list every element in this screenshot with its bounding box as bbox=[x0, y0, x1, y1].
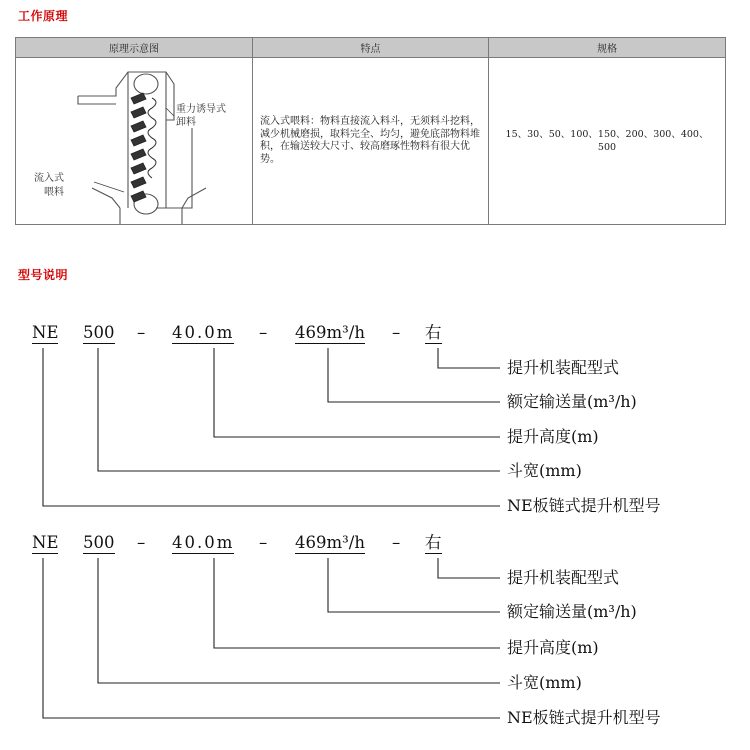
leader-line bbox=[328, 558, 500, 612]
code-dash: – bbox=[137, 533, 146, 552]
legend-bucket-width: 斗宽(mm) bbox=[507, 461, 582, 480]
legend-height: 提升高度(m) bbox=[507, 427, 599, 446]
header-features: 特点 bbox=[253, 38, 489, 58]
section-title-principle: 工作原理 bbox=[18, 9, 69, 23]
leader-line bbox=[98, 558, 500, 683]
legend-model: NE板链式提升机型号 bbox=[507, 496, 661, 515]
code-capacity: 469m³/h bbox=[295, 533, 365, 552]
header-spec: 规格 bbox=[489, 38, 726, 58]
code-height: 40.0m bbox=[172, 533, 235, 552]
label-inflow-line2: 喂料 bbox=[44, 187, 64, 198]
code-side: 右 bbox=[425, 533, 442, 552]
legend-bucket-width: 斗宽(mm) bbox=[507, 673, 582, 692]
label-inflow-line1: 流入式 bbox=[34, 173, 64, 184]
spec-text: 15、30、50、100、150、200、300、400、500 bbox=[489, 58, 726, 225]
code-dash: – bbox=[259, 323, 268, 342]
legend-capacity: 额定输送量(m³/h) bbox=[507, 392, 637, 411]
label-gravity-line1: 重力诱导式 bbox=[176, 104, 226, 115]
features-text: 流入式喂料：物料直接流入料斗，无须料斗挖料，减少机械磨损，取料完全、均匀，避免底部物料堆积，在输送较大尺寸、较高磨琢性物料有很大优势。 bbox=[253, 58, 489, 225]
code-height: 40.0m bbox=[172, 323, 235, 342]
code-dash: – bbox=[392, 533, 401, 552]
code-side: 右 bbox=[425, 323, 442, 342]
code-width: 500 bbox=[83, 533, 115, 552]
leader-line bbox=[438, 558, 500, 578]
leader-line bbox=[43, 558, 500, 718]
label-gravity-line2: 卸料 bbox=[176, 117, 196, 128]
code-width: 500 bbox=[83, 323, 115, 342]
code-prefix: NE bbox=[32, 533, 59, 552]
legend-capacity: 额定输送量(m³/h) bbox=[507, 602, 637, 621]
code-dash: – bbox=[137, 323, 146, 342]
legend-model: NE板链式提升机型号 bbox=[507, 708, 661, 727]
section-title-model: 型号说明 bbox=[18, 268, 69, 282]
leader-line bbox=[214, 558, 500, 648]
header-diagram: 原理示意图 bbox=[16, 38, 253, 58]
code-capacity: 469m³/h bbox=[295, 323, 365, 342]
code-prefix: NE bbox=[32, 323, 59, 342]
legend-assembly-type: 提升机装配型式 bbox=[507, 568, 620, 587]
legend-height: 提升高度(m) bbox=[507, 638, 599, 657]
legend-assembly-type: 提升机装配型式 bbox=[507, 358, 620, 377]
code-dash: – bbox=[392, 323, 401, 342]
code-dash: – bbox=[259, 533, 268, 552]
